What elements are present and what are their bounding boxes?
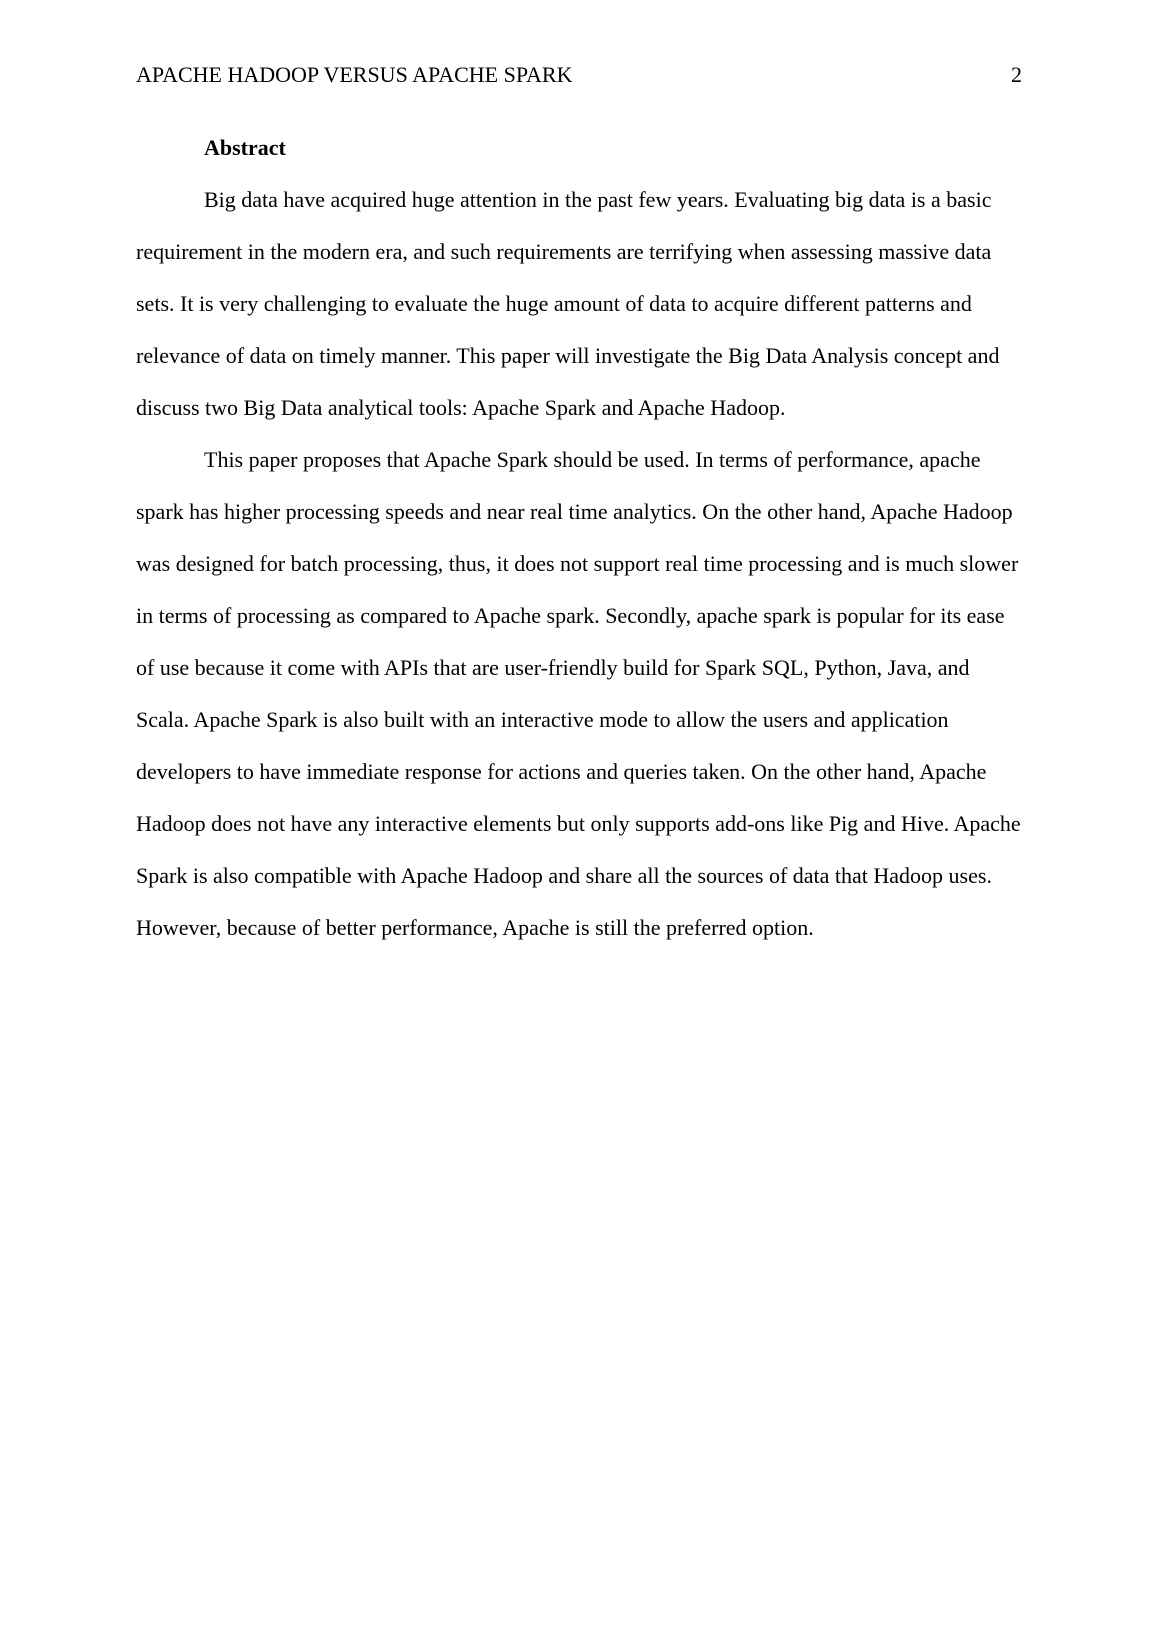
abstract-paragraph: This paper proposes that Apache Spark should be used. In terms of performance, apache spark has higher processing speeds and near real time analytics. On the other hand, Apache Hadoop was designed for batch processing, thus, it does not support real time processing and is much slower in terms of processing as compared to Apache spark. Secondly, apache spark is popular for its ease of use because it come with APIs that are user-friendly build for Spark SQL, Python, Java, and Scala. Apache Spark is also built with an interactive mode to allow the users and application developers to have immediate response for actions and queries taken. On the other hand, Apache Hadoop does not have any interactive elements but only supports add-ons like Pig and Hive. Apache Spark is also compatible with Apache Hadoop and share all the sources of data that Hadoop uses. However, because of better performance, Apache is still the preferred option. <box>136 447 1021 940</box>
abstract-section <box>136 122 1024 954</box>
abstract-heading: Abstract <box>204 135 286 160</box>
running-head: APACHE HADOOP VERSUS APACHE SPARK <box>136 62 573 87</box>
page-number: 2 <box>1011 62 1022 87</box>
abstract-paragraph: Big data have acquired huge attention in the past few years. Evaluating big data is a basic requirement in the modern era, and such requirements are terrifying when assessing massive data sets. It is very challenging to evaluate the huge amount of data to acquire different patterns and relevance of data on timely manner. This paper will investigate the Big Data Analysis concept and discuss two Big Data analytical tools: Apache Spark and Apache Hadoop. <box>136 187 1000 420</box>
page-header <box>136 62 1022 88</box>
